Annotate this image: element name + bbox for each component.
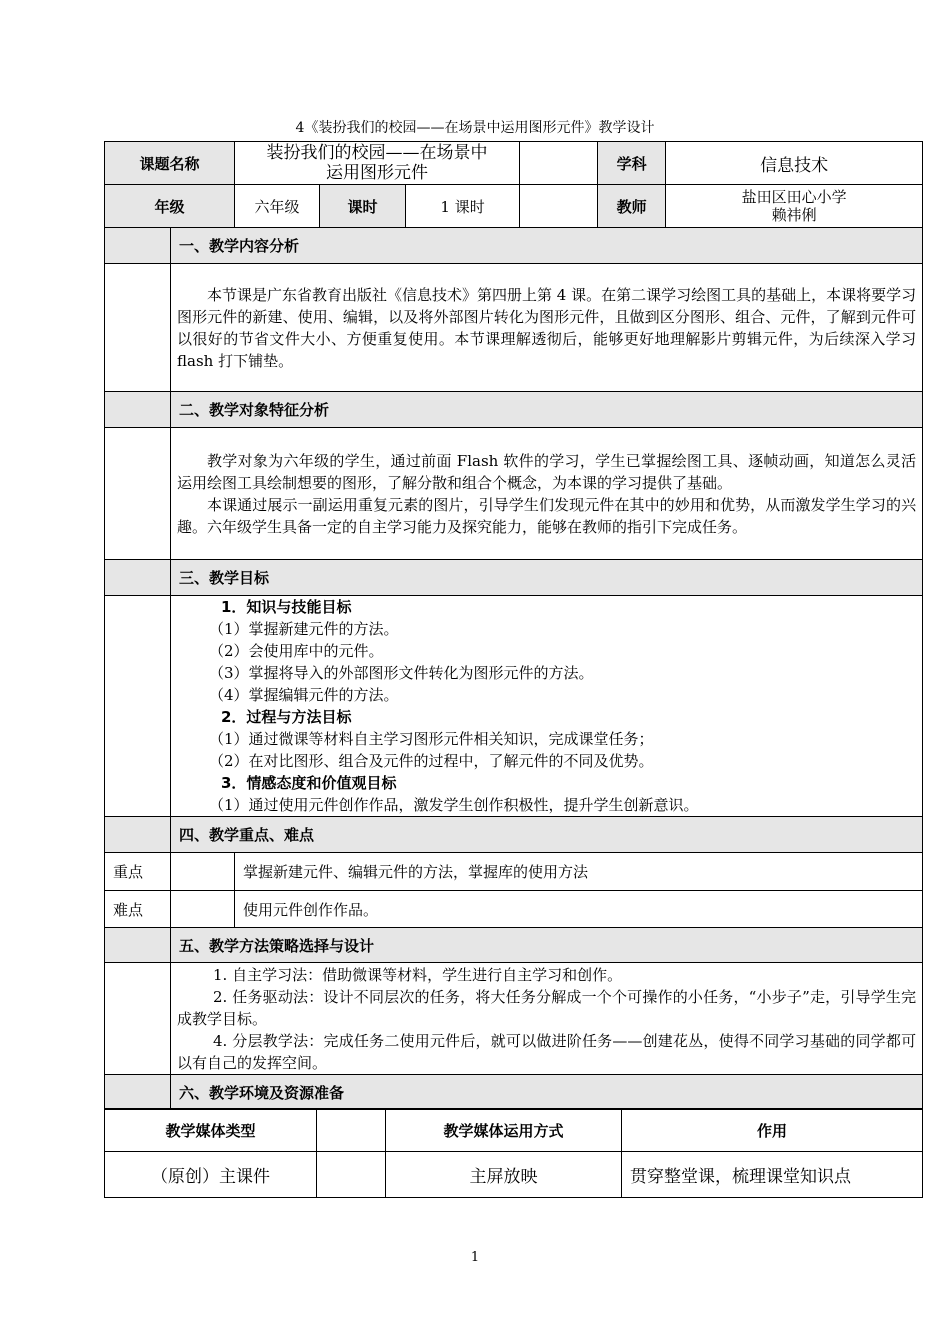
section2-title: 二、教学对象特征分析 <box>171 392 923 428</box>
subject-value: 信息技术 <box>666 142 923 185</box>
media-blank-cell <box>317 1152 386 1198</box>
section2-paragraph-1: 教学对象为六年级的学生，通过前面 Flash 软件的学习，学生已掌握绘图工具、逐帧动画，知道怎么灵活运用绘图工具绘制想要的图形，了解分散和组合个概念，为本课的学习提供了基础。 <box>177 451 917 492</box>
section3-title: 三、教学目标 <box>171 560 923 596</box>
section5-side-body <box>105 963 171 1075</box>
method-item: 2. 任务驱动法：设计不同层次的任务，将大任务分解成一个个可操作的小任务，“小步子”走，引导学生完成教学目标。 <box>177 987 917 1028</box>
section3-body <box>171 596 923 817</box>
difficulty-text: 使用元件创作作品。 <box>235 891 923 928</box>
section6-side <box>105 1075 171 1110</box>
goal-heading-attitude: 3．情感态度和价值观目标 <box>221 774 397 792</box>
section1-side-body <box>105 264 171 392</box>
section4-side <box>105 817 171 853</box>
section5-body <box>171 963 923 1075</box>
lesson-plan-table <box>104 141 923 1110</box>
media-effect-header: 作用 <box>622 1109 923 1152</box>
goal-item: （4）掌握编辑元件的方法。 <box>209 686 399 704</box>
section4-title: 四、教学重点、难点 <box>171 817 923 853</box>
goal-heading-knowledge: 1．知识与技能目标 <box>221 598 352 616</box>
media-blank-header <box>317 1109 386 1152</box>
goal-item: （2）会使用库中的元件。 <box>209 642 384 660</box>
media-table <box>104 1108 923 1198</box>
section1-paragraph: 本节课是广东省教育出版社《信息技术》第四册上第 4 课。在第二课学习绘图工具的基础上，本课将要学习图形元件的新建、使用、编辑，以及将外部图片转化为图形元件，且做到区分图形、组合、元件，了解到元件可以很好的节省文件大小、方便重复使用。本节课理解透彻后，能够更好地理解影片剪辑元件，为后续深入学习 flash 打下铺垫。 <box>177 285 917 370</box>
key-point-text: 掌握新建元件、编辑元件的方法，掌握库的使用方法 <box>235 853 923 891</box>
media-type-cell: （原创）主课件 <box>105 1152 317 1198</box>
teacher-name: 赖祎俐 <box>771 206 817 224</box>
section3-side <box>105 560 171 596</box>
teacher-label: 教师 <box>598 185 666 228</box>
key-point-blank <box>171 853 235 891</box>
section2-side-body <box>105 428 171 560</box>
section1-body <box>171 264 923 392</box>
hours-value: 1 课时 <box>406 185 520 228</box>
grade-label: 年级 <box>105 185 235 228</box>
media-type-header: 教学媒体类型 <box>105 1109 317 1152</box>
subject-label: 学科 <box>598 142 666 185</box>
media-effect-cell: 贯穿整堂课，梳理课堂知识点 <box>622 1152 923 1198</box>
goal-item: （3）掌握将导入的外部图形文件转化为图形元件的方法。 <box>209 664 594 682</box>
section1-side <box>105 228 171 264</box>
goal-item: （1）通过使用元件创作作品，激发学生创作积极性，提升学生创新意识。 <box>209 796 699 814</box>
teacher-cell <box>666 185 923 228</box>
section5-title: 五、教学方法策略选择与设计 <box>171 928 923 963</box>
hours-label: 课时 <box>320 185 406 228</box>
section1-title: 一、教学内容分析 <box>171 228 923 264</box>
hours-blank-cell <box>520 185 598 228</box>
difficulty-blank <box>171 891 235 928</box>
key-point-label: 重点 <box>105 853 171 891</box>
goal-item: （2）在对比图形、组合及元件的过程中，了解元件的不同及优势。 <box>209 752 654 770</box>
grade-value: 六年级 <box>235 185 320 228</box>
section3-side-body <box>105 596 171 817</box>
method-item: 4. 分层教学法：完成任务二使用元件后，就可以做进阶任务——创建花丛，使得不同学习基础的同学都可以有自己的发挥空间。 <box>177 1031 917 1072</box>
section6-title: 六、教学环境及资源准备 <box>171 1075 923 1110</box>
topic-blank-cell <box>520 142 598 185</box>
goal-heading-process: 2．过程与方法目标 <box>221 708 352 726</box>
goal-item: （1）掌握新建元件的方法。 <box>209 620 399 638</box>
topic-value: 装扮我们的校园——在场景中运用图形元件 <box>235 142 520 185</box>
difficulty-label: 难点 <box>105 891 171 928</box>
page-number: 1 <box>470 1250 480 1265</box>
section2-paragraph-2: 本课通过展示一副运用重复元素的图片，引导学生们发现元件在其中的妙用和优势，从而激发学生学习的兴趣。六年级学生具备一定的自主学习能力及探究能力，能够在教师的指引下完成任务。 <box>177 495 917 536</box>
method-item: 1. 自主学习法：借助微课等材料，学生进行自主学习和创作。 <box>213 965 623 984</box>
topic-label: 课题名称 <box>105 142 235 185</box>
section2-body <box>171 428 923 560</box>
section2-side <box>105 392 171 428</box>
goal-item: （1）通过微课等材料自主学习图形元件相关知识，完成课堂任务； <box>209 730 654 748</box>
document-title: 4《装扮我们的校园——在场景中运用图形元件》教学设计 <box>295 120 655 136</box>
media-usage-header: 教学媒体运用方式 <box>386 1109 622 1152</box>
teacher-school: 盐田区田心小学 <box>741 188 847 206</box>
section5-side <box>105 928 171 963</box>
media-usage-cell: 主屏放映 <box>386 1152 622 1198</box>
